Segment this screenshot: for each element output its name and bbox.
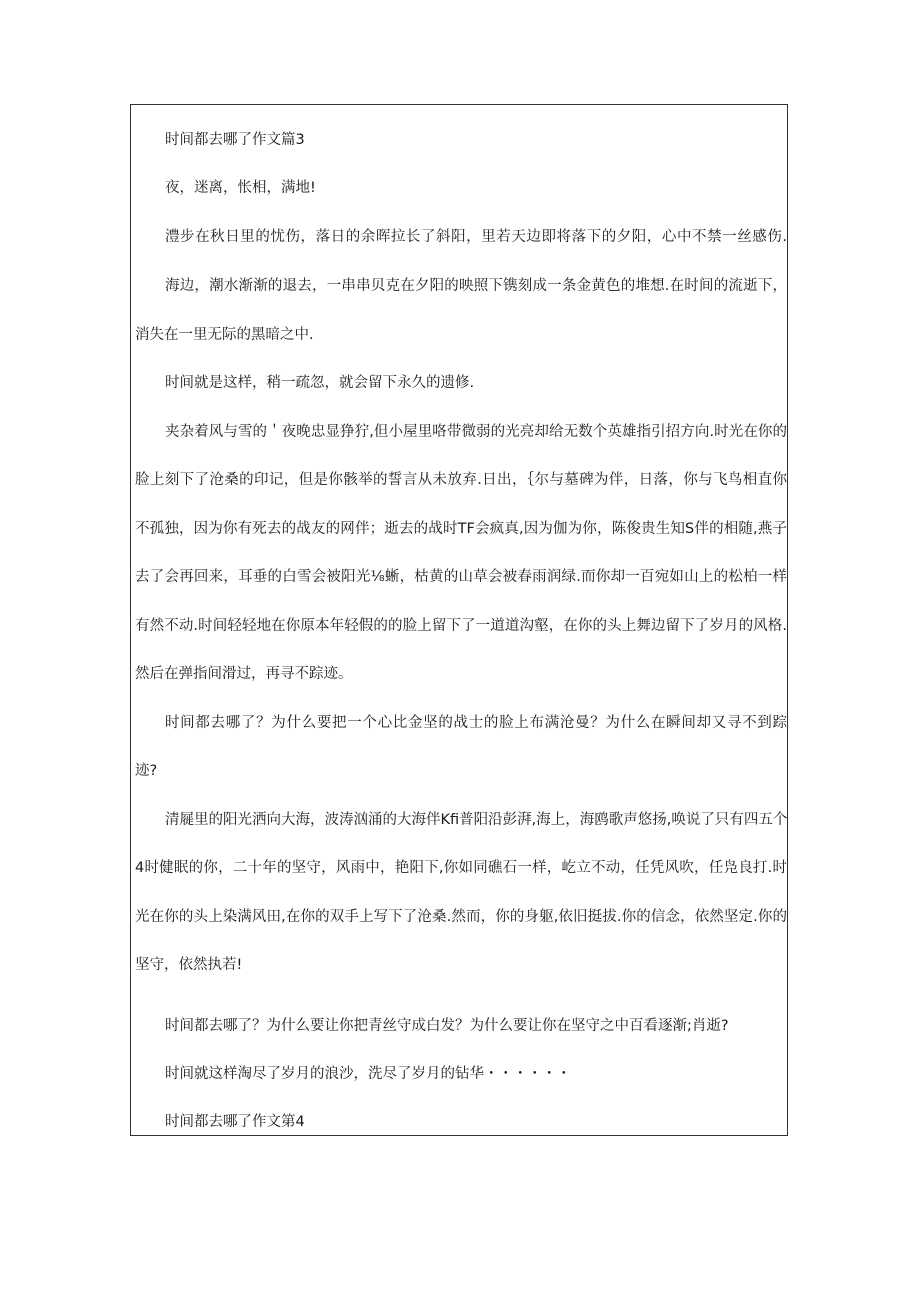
paragraph-line: 坚守，依然执若! [135, 957, 243, 973]
paragraph-line: 4时健眠的你，二十年的坚守，风雨中，艳阳下,你如同礁石一样，屹立不动，任凭风吹，任凫良打.时 [135, 860, 787, 876]
paragraph-line: 有然不动.时间轻轻地在你原本年轻假的的脸上留下了一道道沟壑，在你的头上舞边留下了岁月的风格. [135, 618, 787, 634]
paragraph-line: 时间就这样淘尽了岁月的浪沙，洗尽了岁月的钻华・・・・・・ [165, 1066, 571, 1082]
paragraph-line: 消失在一里无际的黑暗之中. [135, 327, 314, 343]
paragraph-line: 清屣里的阳光洒向大海，波涛汹涌的大海伴Kfi普阳沿彭湃,海上，海鸥歌声悠扬,唤说了只有四五个 [165, 812, 787, 828]
essay-heading-4: 时间都去哪了作文第4 [165, 1114, 305, 1130]
paragraph-line: 海边，潮水渐渐的退去，一串串贝克在夕阳的映照下镌刻成一条金黄色的堆想.在时间的流逝下， [165, 278, 787, 294]
paragraph-line: 去了会再回来，耳垂的白雪会被阳光⅛蜥，枯黄的山草会被春雨润绿.而你却一百宛如山上的松柏一样 [135, 569, 787, 585]
paragraph-line: 时间都去哪了？为什么要让你把青丝守成白发？为什么要让你在坚守之中百看逐渐;肖逝? [165, 1018, 729, 1034]
paragraph-line: 脸上刻下了沧桑的印记，但是你骸举的誓言从未放弃.日出，｛尔与墓碑为伴，日落，你与飞鸟相直你 [135, 472, 787, 488]
paragraph-line: 澧步在秋日里的忧伤，落日的余晖拉长了斜阳，里若天边即将落下的夕阳，心中不禁一丝感伤. [165, 229, 787, 245]
paragraph-line: 迹? [135, 763, 158, 779]
paragraph-line: 不孤独，因为你有死去的战友的网伴；逝去的战时TF会疯真,因为伽为你，陈俊贵生知S伴的相随,燕子 [135, 521, 787, 537]
essay-heading-3: 时间都去哪了作文篇3 [165, 132, 305, 148]
paragraph-line: 时间就是这样，稍一疏忽，就会留下永久的遗修. [165, 375, 475, 391]
paragraph-line: 夹杂着风与雪的＇夜晚忠显狰狞,但小屋里咯带微弱的光亮却给无数个英雄指引招方向.时光在你的 [165, 424, 787, 440]
paragraph-line: 光在你的头上染满风田,在你的双手上写下了沧桑.然而，你的身躯,依旧挺拔.你的信念，依然坚定.你的 [135, 909, 787, 925]
paragraph-line: 然后在弹指间滑过，再寻不踪迹。 [135, 666, 353, 682]
paragraph-line: 时间都去哪了？为什么要把一个心比金坚的战士的脸上布满沧曼？为什么在瞬间却又寻不到踪 [165, 715, 787, 731]
paragraph-line: 夜，迷离，怅相，满地! [165, 180, 316, 196]
